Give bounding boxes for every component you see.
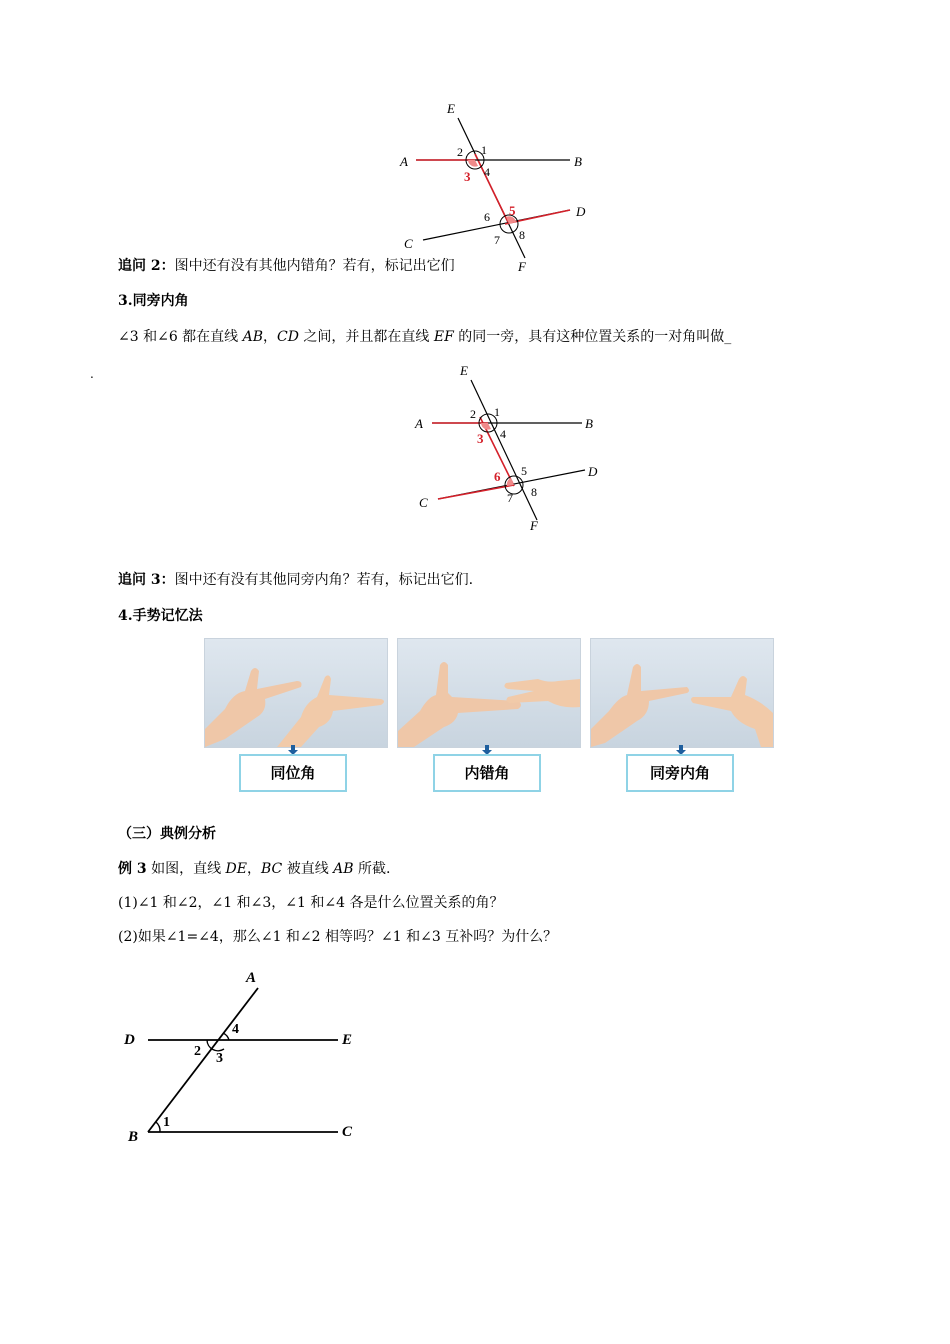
para3-blank-end: . <box>90 367 94 381</box>
fig2-angle-3: 3 <box>477 431 484 446</box>
fig2-angle-1: 1 <box>494 405 500 419</box>
fig3-angle-4: 4 <box>232 1022 239 1037</box>
followup-3-text: 图中还有没有其他同旁内角？若有，标记出它们. <box>174 572 474 588</box>
gesture-photo-alternate <box>397 638 581 748</box>
example-3-part2: ， <box>246 861 261 877</box>
fig2-label-A: A <box>415 416 423 431</box>
para3-ab: AB <box>242 329 264 345</box>
gesture-caption-alternate: 内错角 <box>433 754 541 792</box>
para3-part1: ∠3 和∠6 都在直线 <box>118 329 243 345</box>
fig3-label-B: B <box>128 1129 139 1145</box>
fig1-angle-5: 5 <box>509 203 516 218</box>
para3-part3: 之间，并且都在直线 <box>298 329 434 345</box>
fig3-angle-1: 1 <box>163 1115 170 1130</box>
para3-part2: ， <box>263 329 278 345</box>
figure-alternate-interior-angles <box>395 96 595 276</box>
fig3-angle-2: 2 <box>194 1044 201 1059</box>
fig2-label-C: C <box>419 495 428 510</box>
fig3-label-E: E <box>342 1032 353 1048</box>
fig2-angle-6: 6 <box>494 469 501 484</box>
fig2-angle-7: 7 <box>507 491 513 505</box>
fig3-angle-3: 3 <box>216 1051 223 1066</box>
fig1-label-F: F <box>518 259 526 274</box>
fig1-label-A: A <box>400 154 408 169</box>
fig1-angle-4: 4 <box>484 165 490 179</box>
section-4-title: 4.手势记忆法 <box>118 608 203 624</box>
followup-3 <box>118 570 473 590</box>
paragraph-3 <box>118 327 731 347</box>
fig2-angle-5: 5 <box>521 464 527 478</box>
fig1-angle-6: 6 <box>484 210 490 224</box>
example-3-question-1: (1)∠1 和∠2，∠1 和∠3，∠1 和∠4 各是什么位置关系的角？ <box>118 895 504 911</box>
example-3-part1: 如图，直线 <box>146 861 226 877</box>
fig3-label-C: C <box>342 1124 353 1140</box>
fig1-angle-7: 7 <box>494 233 500 247</box>
figure-same-side-interior-angles <box>410 358 610 538</box>
gesture-caption-corresponding: 同位角 <box>239 754 347 792</box>
para3-cd: CD <box>277 329 299 345</box>
example-3-intro <box>118 859 390 879</box>
example-3-part3: 被直线 <box>282 861 334 877</box>
followup-2 <box>118 256 455 276</box>
para3-part4: 的同一旁，具有这种位置关系的一对角叫做_ <box>453 329 732 345</box>
fig2-label-E: E <box>460 363 468 378</box>
fig3-label-D: D <box>124 1032 135 1048</box>
gesture-photo-same-side <box>590 638 774 748</box>
example-3-de: DE <box>225 861 247 877</box>
fig2-label-D: D <box>588 464 598 479</box>
figure-example-3 <box>118 962 368 1152</box>
example-3-bc: BC <box>260 861 283 877</box>
gesture-photo-corresponding <box>204 638 388 748</box>
fig1-angle-8: 8 <box>519 228 525 242</box>
fig1-label-D: D <box>576 204 586 219</box>
fig2-label-F: F <box>530 518 538 533</box>
fig1-label-E: E <box>447 101 455 116</box>
fig1-label-B: B <box>574 154 582 169</box>
fig2-angle-4: 4 <box>500 427 506 441</box>
followup-3-label: 追问 3： <box>118 572 175 588</box>
para3-ef: EF <box>433 329 454 345</box>
example-3-question-2: (2)如果∠1=∠4，那么∠1 和∠2 相等吗？∠1 和∠3 互补吗？为什么？ <box>118 929 558 945</box>
fig2-angle-8: 8 <box>531 485 537 499</box>
section-3-title: 3.同旁内角 <box>118 293 189 309</box>
fig1-angle-3: 3 <box>464 169 471 184</box>
gesture-caption-same-side: 同旁内角 <box>626 754 734 792</box>
fig2-angle-2: 2 <box>470 407 476 421</box>
fig2-label-B: B <box>585 416 593 431</box>
example-3-ab: AB <box>333 861 354 877</box>
fig1-label-C: C <box>404 236 413 251</box>
fig3-label-A: A <box>246 970 257 986</box>
fig1-angle-1: 1 <box>481 143 487 157</box>
section-examples-title: （三）典例分析 <box>118 826 216 842</box>
fig1-angle-2: 2 <box>457 145 463 159</box>
followup-2-text: 图中还有没有其他内错角？若有，标记出它们 <box>174 258 455 274</box>
example-3-label: 例 3 <box>118 861 147 877</box>
example-3-part4: 所截. <box>353 861 391 877</box>
followup-2-label: 追问 2： <box>118 258 175 274</box>
